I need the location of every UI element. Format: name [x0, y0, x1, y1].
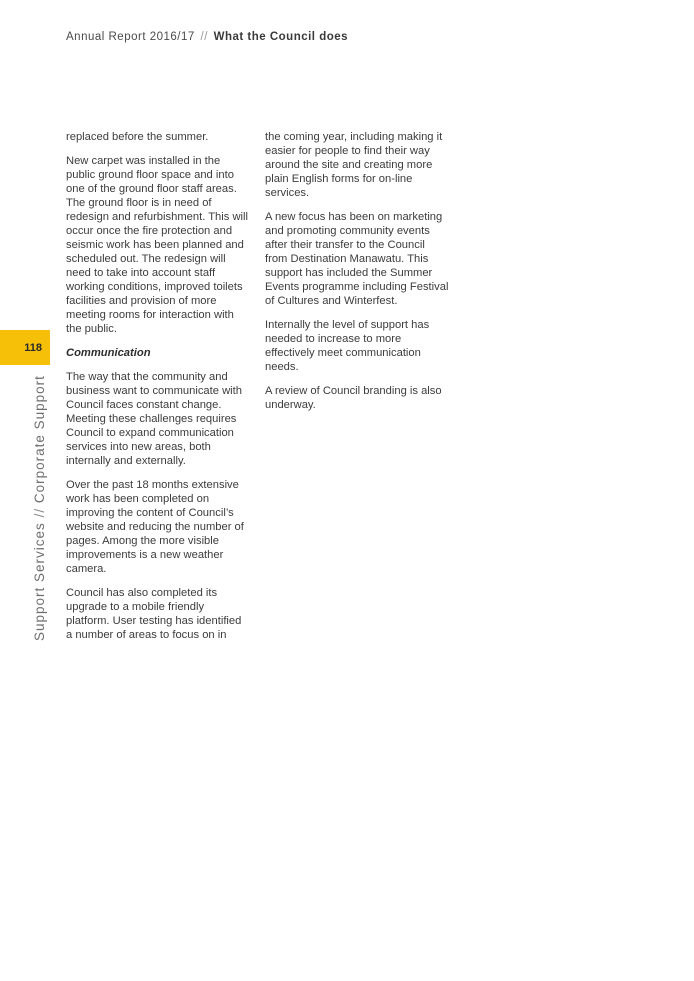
paragraph: A review of Council branding is also underway.	[265, 385, 442, 411]
section-heading: Communication	[66, 347, 151, 359]
paragraph: Over the past 18 months extensive work has been completed on improving the content of Council’s website and reducing the number of pages. Among the more visible improvements is a new weather camera.	[66, 479, 244, 575]
side-label-part2: Corporate Support	[32, 375, 47, 504]
side-label-part1: Support Services	[32, 522, 47, 641]
side-label-separator: //	[32, 507, 47, 518]
paragraph: Council has also completed its upgrade to a mobile friendly platform. User testing has identified a number of areas to focus on in	[66, 587, 242, 641]
paragraph: A new focus has been on marketing and promoting community events after their transfer to the Council from Destination Manawatu. This support has included the Summer Events programme including Festival of Cultures and Winterfest.	[265, 211, 449, 307]
left-column	[66, 130, 248, 652]
header-separator: //	[200, 31, 208, 43]
paragraph: Internally the level of support has needed to increase to more effectively meet communication needs.	[265, 319, 430, 373]
section-title: What the Council does	[213, 31, 349, 43]
paragraph: the coming year, including making it easier for people to find their way around the site and creating more plain English forms for on-line services.	[265, 131, 443, 199]
page-number-tab	[0, 330, 50, 365]
paragraph: replaced before the summer.	[66, 131, 209, 143]
paragraph: New carpet was installed in the public ground floor space and into one of the ground floor staff areas. The ground floor is in need of redesign and refurbishment. This will occur once the fire protection and seismic work has been planned and scheduled out. The redesign will need to take into account staff working conditions, improved toilets facilities and provision of more meeting rooms for interaction with the public.	[66, 155, 248, 335]
running-header	[66, 31, 348, 43]
page-number: 118	[24, 341, 42, 354]
side-section-label	[32, 375, 47, 641]
paragraph: The way that the community and business want to communicate with Council faces constant change. Meeting these challenges requires Council to expand communication services into new areas, both internally and externally.	[66, 371, 242, 467]
right-column	[265, 130, 450, 422]
report-title: Annual Report 2016/17	[66, 31, 195, 43]
